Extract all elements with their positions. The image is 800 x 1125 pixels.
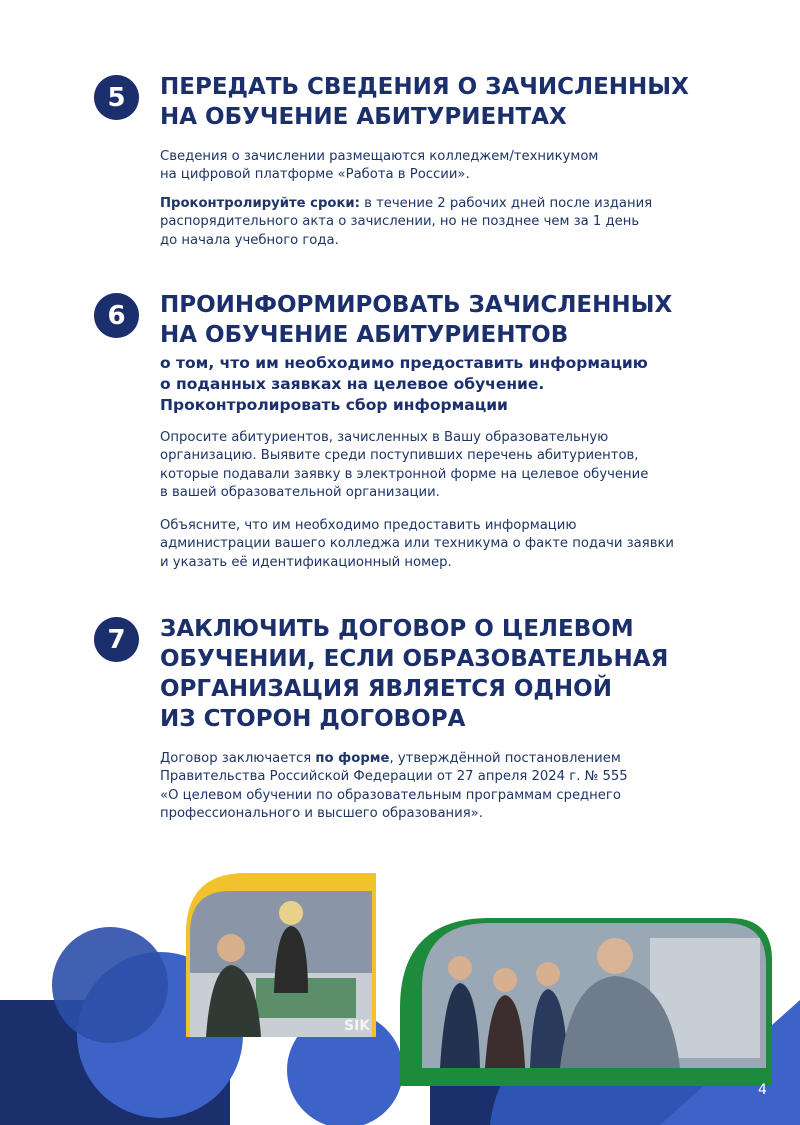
- step-6-title: [160, 290, 672, 350]
- step-7-paragraph-1: [160, 750, 628, 824]
- step-7-title-line: ЗАКЛЮЧИТЬ ДОГОВОР О ЦЕЛЕВОМ: [160, 616, 634, 642]
- classroom-photo: [186, 873, 376, 1037]
- lab-photo: [400, 918, 772, 1086]
- student-head-shape: [217, 934, 245, 962]
- step-7-number-badge: [94, 617, 139, 662]
- step-6-title-line: НА ОБУЧЕНИЕ АБИТУРИЕНТОВ: [160, 322, 569, 348]
- step-6-paragraph-2: [160, 517, 674, 572]
- instructor-head: [597, 938, 633, 974]
- step-5-paragraph-1: [160, 148, 598, 185]
- step-6-para2-line: администрации вашего колледжа или техникума о факте подачи заявки: [160, 536, 674, 552]
- step-7-number: 7: [107, 624, 126, 655]
- step-6-number-badge: [94, 293, 139, 338]
- student-2-head: [493, 968, 517, 992]
- step-5-title-line: НА ОБУЧЕНИЕ АБИТУРИЕНТАХ: [160, 104, 567, 130]
- step-7-title-line: ОБУЧЕНИИ, ЕСЛИ ОБРАЗОВАТЕЛЬНАЯ: [160, 646, 669, 672]
- step-6-para1-line: в вашей образовательной организации.: [160, 485, 440, 501]
- step-6-title-line: ПРОИНФОРМИРОВАТЬ ЗАЧИСЛЕННЫХ: [160, 292, 673, 318]
- shadow-circle-shape: [52, 927, 168, 1043]
- step-7-para1-line: профессионального и высшего образования».: [160, 806, 483, 822]
- step-7-title-line: ИЗ СТОРОН ДОГОВОРА: [160, 706, 466, 732]
- step-5-para2-line: до начала учебного года.: [160, 232, 339, 248]
- step-6-paragraph-1: [160, 429, 648, 503]
- step-6-para1-line: Опросите абитуриентов, зачисленных в Вашу образовательную: [160, 430, 609, 445]
- step-6-para2-line: и указать её идентификационный номер.: [160, 554, 452, 570]
- step-7-para1-end: , утверждённой постановлением: [389, 751, 621, 766]
- equipment-logo-text: SIK: [344, 1018, 371, 1034]
- step-6-para1-line: которые подавали заявку в электронной форме на целевое обучение: [160, 466, 649, 482]
- step-5-deadline-text: в течение 2 рабочих дней после издания: [359, 196, 653, 211]
- step-6-para2-line: Объясните, что им необходимо предоставить информацию: [160, 518, 577, 533]
- step-7-para1-line: Правительства Российской Федерации от 27 апреля 2024 г. № 555: [160, 769, 628, 785]
- step-6-para1-line: организацию. Выявите среди поступивших перечень абитуриентов,: [160, 448, 639, 464]
- step-7-para1-line: «О целевом обучении по образовательным программам среднего: [160, 787, 621, 803]
- teacher-head-shape: [279, 901, 303, 925]
- step-7-form-emphasis: по форме: [315, 751, 390, 766]
- step-6-subtitle-line: о том, что им необходимо предоставить информацию: [160, 354, 648, 372]
- step-5-deadline-line: [160, 195, 652, 213]
- step-5-title: [160, 72, 689, 132]
- step-7-title: [160, 614, 668, 734]
- step-6-number: 6: [107, 300, 126, 331]
- step-5-number-badge: [94, 75, 139, 120]
- step-6-subtitle: [160, 353, 648, 416]
- step-5-title-line: ПЕРЕДАТЬ СВЕДЕНИЯ О ЗАЧИСЛЕННЫХ: [160, 74, 689, 100]
- step-5-para2-line: распорядительного акта о зачислении, но не позднее чем за 1 день: [160, 214, 640, 230]
- student-1-head: [448, 956, 472, 980]
- step-7-para1-start: Договор заключается: [160, 751, 316, 766]
- student-3-head: [536, 962, 560, 986]
- step-5-paragraph-2: [160, 195, 652, 250]
- step-5-para1-line: Сведения о зачислении размещаются колледжем/техникумом: [160, 149, 599, 164]
- step-6-subtitle-line: о поданных заявках на целевое обучение.: [160, 375, 545, 393]
- step-5-number: 5: [107, 82, 126, 113]
- step-7-title-line: ОРГАНИЗАЦИЯ ЯВЛЯЕТСЯ ОДНОЙ: [160, 676, 612, 702]
- step-7-para1-first-line: [160, 750, 628, 768]
- step-6-subtitle-line: Проконтролировать сбор информации: [160, 396, 508, 414]
- step-5-para1-line: на цифровой платформе «Работа в России».: [160, 167, 470, 183]
- page-number: 4: [758, 1082, 767, 1098]
- step-5-deadline-label: Проконтролируйте сроки:: [160, 196, 360, 211]
